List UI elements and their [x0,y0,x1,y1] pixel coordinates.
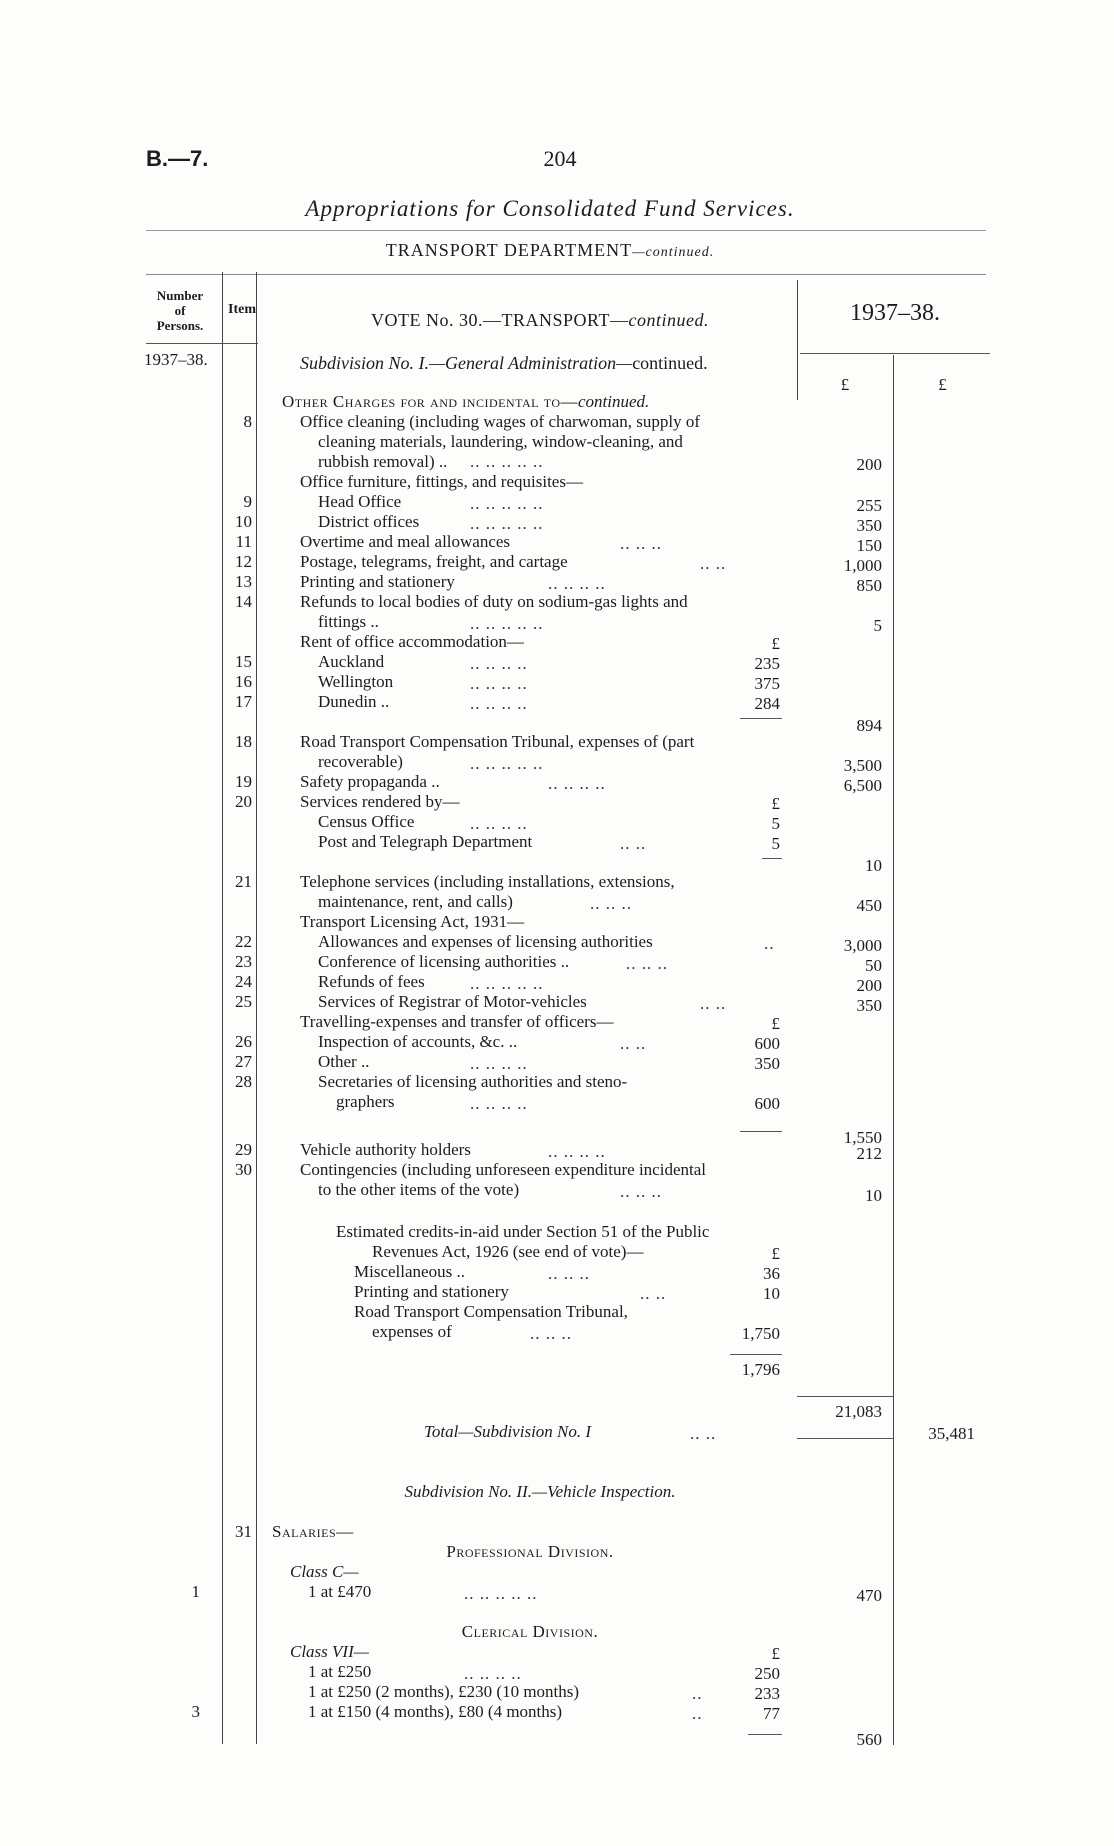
line-text: Refunds of fees [318,972,425,991]
item-number: 14 [235,592,252,611]
total-label: Total—Subdivision No. I [424,1422,592,1441]
leader-dots: .. .. .. [590,894,632,913]
inner-pound: £ [771,1244,780,1263]
line-text: Road Transport Compensation Tribunal, expenses of (part [300,732,695,751]
header-rule-left [146,343,258,344]
leader-dots: .. .. [700,994,727,1013]
item-col-left [222,272,223,1744]
credits-text: Miscellaneous .. [354,1262,465,1281]
subdivision-1-name: Subdivision No. I.—General Administration— [300,353,633,373]
inner-rule [762,858,782,859]
amount: 350 [856,516,882,535]
class-c: Class C— [290,1562,359,1581]
other-charges-label: Other Charges for and incidental to— [282,392,579,411]
leader-dots: .. .. .. .. [548,774,606,793]
amount: 200 [856,455,882,474]
amount: 200 [856,976,882,995]
inner-amount: 5 [771,834,780,853]
amount-col-divider [893,355,894,1745]
subdivision-1-title [300,353,708,373]
leader-dots: .. .. .. .. .. [470,514,544,533]
item-number: 19 [235,772,252,791]
line-text: Other .. [318,1052,370,1071]
col-number-line3: Persons. [156,318,204,333]
amount: 350 [856,996,882,1015]
page-number: 204 [543,146,577,171]
inner-amount: 350 [754,1054,780,1073]
item-number: 25 [235,992,252,1011]
amount: 5 [873,616,882,635]
amount: 255 [856,496,882,515]
col-number-line1: Number [156,288,204,303]
amount: 560 [856,1730,882,1749]
inner-rule [730,1354,782,1355]
line-text: 1 at £250 [308,1662,372,1681]
professional-division: Professional Division. [446,1542,614,1561]
page-ref: B.—7. [146,146,209,171]
leader-dots: .. .. .. [548,1264,590,1283]
inner-pound: £ [771,1014,780,1033]
amount: 470 [856,1586,882,1605]
amount: 212 [856,1144,882,1163]
page-title: Appropriations for Consolidated Fund Services. [305,196,795,221]
persons-count: 1 [191,1582,200,1601]
col-number-persons [140,288,220,333]
credits-total: 1,796 [741,1360,780,1379]
item-number: 29 [235,1140,252,1159]
item-number: 23 [235,952,252,971]
pound-col2: £ [938,375,947,394]
class-vii: Class VII— [290,1642,369,1661]
inner-pound: £ [771,1644,780,1663]
line-text: Inspection of accounts, &c. .. [318,1032,518,1051]
vote-title: VOTE No. 30.—TRANSPORT— [371,310,629,330]
leader-dots: .. [764,934,775,953]
credits-text: Printing and stationery [354,1282,509,1301]
inner-pound: £ [771,794,780,813]
amount: 850 [856,576,882,595]
inner-amount: 250 [754,1664,780,1683]
leader-dots: .. .. .. [620,1182,662,1201]
item-number: 18 [235,732,252,751]
item-col-right [256,272,257,1744]
leader-dots: .. .. [620,834,647,853]
leader-dots: .. .. [640,1284,667,1303]
leader-dots: .. .. .. .. [470,1054,528,1073]
inner-rule [740,1131,782,1132]
item-number: 20 [235,792,252,811]
col-number-line2: of [174,303,186,318]
credits-text: expenses of [372,1322,452,1341]
item-number: 22 [235,932,252,951]
line-text: Vehicle authority holders [300,1140,471,1159]
amount: 150 [856,536,882,555]
inner-amount: 233 [754,1684,780,1703]
inner-pound: £ [771,634,780,653]
leader-dots: .. .. .. .. [470,654,528,673]
inner-amount: 235 [754,654,780,673]
line-text: Head Office [318,492,402,511]
item-number: 15 [235,652,252,671]
line-text: Census Office [318,812,415,831]
leader-dots: .. .. .. [620,534,662,553]
amount: 1,550 [843,1128,882,1147]
item-number: 12 [235,552,252,571]
leader-dots: .. .. .. .. [470,814,528,833]
pound-col1: £ [840,375,850,394]
clerical-division: Clerical Division. [461,1622,599,1641]
line-text: cleaning materials, laundering, window-cleaning, and [318,432,683,451]
line-text: Auckland [318,652,385,671]
leader-dots: .. .. .. .. [470,1094,528,1113]
line-text: graphers [336,1092,395,1111]
leader-dots: .. .. .. .. [548,574,606,593]
line-text: Allowances and expenses of licensing authorities [318,932,653,951]
amount: 450 [856,896,882,915]
department-heading [250,240,850,261]
line-text: 1 at £250 (2 months), £230 (10 months) [308,1682,580,1701]
line-text: Postage, telegrams, freight, and cartage [300,552,568,571]
leader-dots: .. .. .. .. .. [470,452,544,471]
item-number: 26 [235,1032,252,1051]
inner-rule [740,718,782,719]
leader-dots: .. .. .. [530,1324,572,1343]
item-number: 16 [235,672,252,691]
inner-amount: 600 [754,1034,780,1053]
item-number: 9 [243,492,252,511]
salaries-heading: Salaries— [272,1522,354,1541]
persons-year: 1937–38. [144,350,208,369]
leader-dots: .. [692,1684,703,1703]
line-text: recoverable) [318,752,403,771]
leader-dots: .. .. [700,554,727,573]
line-text: to the other items of the vote) [318,1180,520,1199]
item-number: 8 [243,412,252,431]
item-number: 10 [235,512,252,531]
amount-col-left [797,280,798,400]
line-text: Office cleaning (including wages of charwoman, supply of [300,412,701,431]
credits-text: Revenues Act, 1926 (see end of vote)— [372,1242,644,1261]
item-number: 31 [235,1522,252,1541]
line-text: Telephone services (including installations, extensions, [300,872,675,891]
line-text: Rent of office accommodation— [300,632,524,651]
line-text: maintenance, rent, and calls) [318,892,513,911]
leader-dots: .. .. .. [626,954,668,973]
leader-dots: .. .. .. .. .. [470,614,544,633]
line-text: rubbish removal) .. [318,452,448,471]
inner-amount: 600 [754,1094,780,1113]
leader-dots: .. .. .. .. .. [464,1584,538,1603]
inner-amount: 77 [763,1704,780,1723]
line-text: fittings .. [318,612,379,631]
item-number: 27 [235,1052,252,1071]
other-charges-continued: continued. [578,392,650,411]
subdivision-2-title: Subdivision No. II.—Vehicle Inspection. [404,1482,676,1501]
line-text: Transport Licensing Act, 1931— [300,912,525,931]
subdivision-1-continued: continued. [632,353,708,373]
inner-amount: 10 [763,1284,780,1303]
other-charges-heading [282,392,649,412]
item-number: 17 [235,692,252,711]
line-text: Overtime and meal allowances [300,532,511,551]
amount: 3,000 [843,936,882,955]
leader-dots: .. .. .. .. .. [470,754,544,773]
amount: 1,000 [843,556,882,575]
leader-dots: .. [692,1704,703,1723]
line-text: Conference of licensing authorities .. [318,952,570,971]
department-name: TRANSPORT DEPARTMENT [385,240,633,260]
line-text: 1 at £150 (4 months), £80 (4 months) [308,1702,563,1721]
line-text: Refunds to local bodies of duty on sodium-gas lights and [300,592,688,611]
subtotal-rule-top [797,1396,893,1397]
subtotal-amount: 21,083 [835,1402,882,1421]
col-year: 1937–38. [850,300,940,326]
line-text: Secretaries of licensing authorities and steno- [318,1072,628,1091]
amount: 50 [865,956,882,975]
leader-dots: .. .. [690,1424,717,1443]
inner-amount: 375 [754,674,780,693]
item-number: 30 [235,1160,252,1179]
inner-amount: 284 [754,694,780,713]
leader-dots: .. .. .. .. [470,674,528,693]
line-text: Office furniture, fittings, and requisites— [300,472,583,491]
title-rule [146,230,986,231]
grand-total: 35,481 [928,1424,975,1443]
line-text: Travelling-expenses and transfer of officers— [300,1012,614,1031]
line-text: Post and Telegraph Department [318,832,533,851]
col-vote [290,310,790,331]
amount: 3,500 [843,756,882,775]
leader-dots: .. .. [620,1034,647,1053]
line-text: Printing and stationery [300,572,455,591]
subtotal-rule-bottom [797,1438,893,1439]
inner-amount: 1,750 [741,1324,780,1343]
item-number: 21 [235,872,252,891]
inner-amount: 36 [763,1264,780,1283]
vote-continued: continued. [628,310,709,330]
item-number: 11 [235,532,252,551]
col-item: Item [228,302,256,317]
line-text: District offices [318,512,420,531]
item-number: 28 [235,1072,252,1091]
line-text: Safety propaganda .. [300,772,440,791]
line-text: Services of Registrar of Motor-vehicles [318,992,587,1011]
line-text: Wellington [318,672,394,691]
line-text: Contingencies (including unforeseen expenditure incidental [300,1160,706,1179]
leader-dots: .. .. .. .. .. [470,974,544,993]
amount: 10 [865,856,882,875]
department-rule [146,274,986,275]
credits-text: Estimated credits-in-aid under Section 51 of the Public [336,1222,710,1241]
leader-dots: .. .. .. .. [548,1142,606,1161]
amount: 894 [856,716,882,735]
line-text: Services rendered by— [300,792,460,811]
leader-dots: .. .. .. .. .. [470,494,544,513]
line-text: Dunedin .. [318,692,390,711]
inner-rule [748,1734,782,1735]
credits-text: Road Transport Compensation Tribunal, [354,1302,628,1321]
amount: 10 [865,1186,882,1205]
persons-count: 3 [191,1702,200,1721]
inner-amount: 5 [771,814,780,833]
header-rule-right [800,353,990,354]
item-number: 24 [235,972,252,991]
leader-dots: .. .. .. .. [470,694,528,713]
leader-dots: .. .. .. .. [464,1664,522,1683]
amount: 6,500 [843,776,882,795]
line-text: 1 at £470 [308,1582,372,1601]
department-continued: —continued. [632,245,715,260]
item-number: 13 [235,572,252,591]
